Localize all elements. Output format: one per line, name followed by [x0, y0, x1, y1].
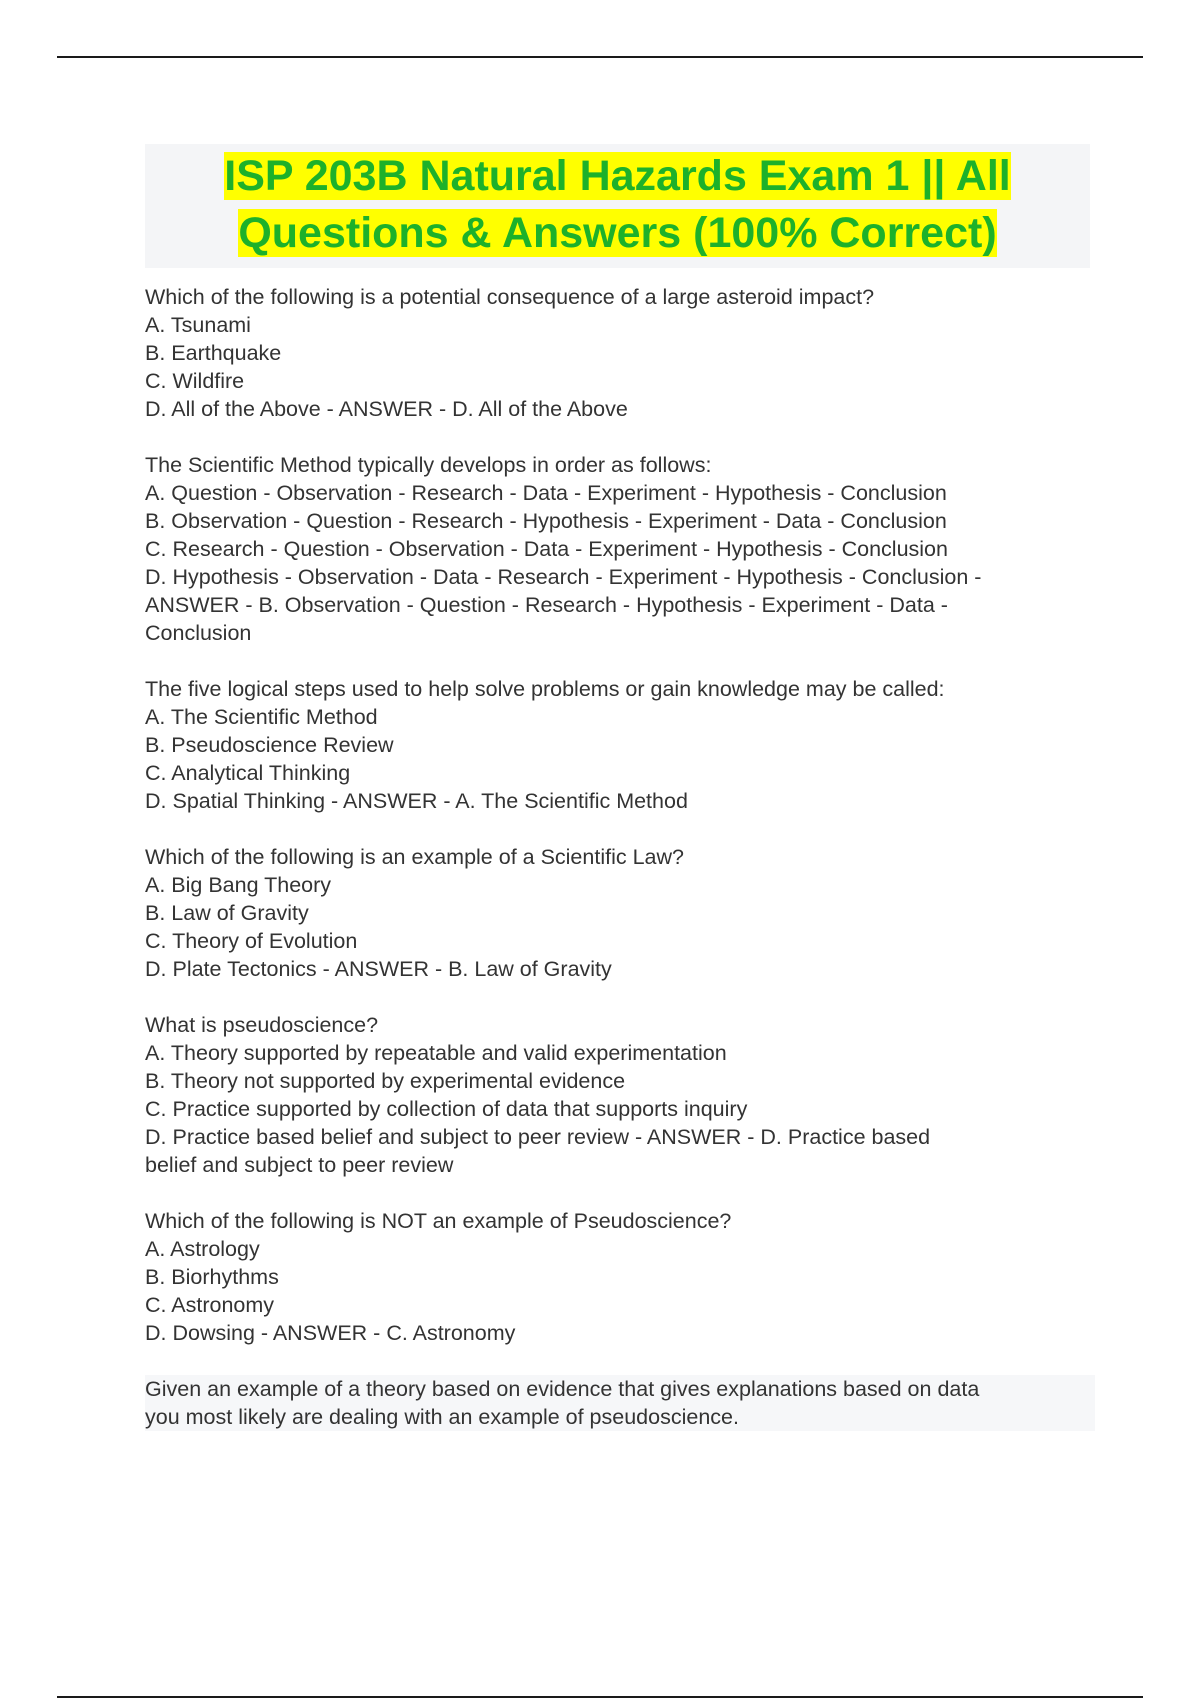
answer-option: B. Theory not supported by experimental evidence	[145, 1069, 626, 1093]
answer-continuation: ANSWER - B. Observation - Question - Research - Hypothesis - Experiment - Data -	[145, 593, 948, 617]
answer-continuation: belief and subject to peer review	[145, 1153, 454, 1177]
answer-option-with-answer: D. Spatial Thinking - ANSWER - A. The Scientific Method	[145, 789, 688, 813]
title-line-1: ISP 203B Natural Hazards Exam 1 || All	[224, 152, 1011, 200]
answer-option: B. Law of Gravity	[145, 901, 309, 925]
answer-option: C. Astronomy	[145, 1293, 275, 1317]
title-line-2: Questions & Answers (100% Correct)	[238, 209, 997, 257]
answer-continuation: Conclusion	[145, 621, 252, 645]
answer-option: A. Astrology	[145, 1237, 260, 1261]
question-block	[145, 675, 1095, 815]
answer-option-with-answer: D. Dowsing - ANSWER - C. Astronomy	[145, 1321, 516, 1345]
answer-option: A. Question - Observation - Research - Data - Experiment - Hypothesis - Conclusion	[145, 481, 947, 505]
answer-option: B. Earthquake	[145, 341, 282, 365]
answer-option: A. Big Bang Theory	[145, 873, 332, 897]
question-block	[145, 843, 1095, 983]
question-block	[145, 1375, 1095, 1431]
answer-option-with-answer: D. Hypothesis - Observation - Data - Research - Experiment - Hypothesis - Conclusion -	[145, 565, 982, 589]
answer-option-with-answer: D. All of the Above - ANSWER - D. All of the Above	[145, 397, 628, 421]
answer-option: C. Theory of Evolution	[145, 929, 358, 953]
answer-option: C. Analytical Thinking	[145, 761, 351, 785]
question-prompt-continuation: you most likely are dealing with an example of pseudoscience.	[145, 1403, 1095, 1431]
answer-option: C. Practice supported by collection of data that supports inquiry	[145, 1097, 748, 1121]
question-prompt: What is pseudoscience?	[145, 1013, 379, 1037]
answer-option: A. Tsunami	[145, 313, 251, 337]
question-block	[145, 1207, 1095, 1347]
question-block	[145, 451, 1095, 647]
answer-option-with-answer: D. Practice based belief and subject to peer review - ANSWER - D. Practice based	[145, 1125, 931, 1149]
answer-option: C. Research - Question - Observation - Data - Experiment - Hypothesis - Conclusion	[145, 537, 948, 561]
answer-option: B. Pseudoscience Review	[145, 733, 394, 757]
answer-option: A. The Scientific Method	[145, 705, 378, 729]
answer-option: B. Observation - Question - Research - Hypothesis - Experiment - Data - Conclusion	[145, 509, 947, 533]
question-block	[145, 283, 1095, 423]
bottom-divider	[57, 1696, 1143, 1698]
question-prompt: Which of the following is a potential consequence of a large asteroid impact?	[145, 285, 875, 309]
question-prompt: The five logical steps used to help solve problems or gain knowledge may be called:	[145, 677, 945, 701]
question-prompt: Given an example of a theory based on evidence that gives explanations based on data	[145, 1375, 1095, 1403]
question-prompt: Which of the following is NOT an example of Pseudoscience?	[145, 1209, 732, 1233]
document-title	[145, 144, 1090, 268]
answer-option: B. Biorhythms	[145, 1265, 279, 1289]
answer-option: A. Theory supported by repeatable and valid experimentation	[145, 1041, 727, 1065]
answer-option-with-answer: D. Plate Tectonics - ANSWER - B. Law of Gravity	[145, 957, 612, 981]
question-list	[145, 283, 1095, 1459]
question-block	[145, 1011, 1095, 1179]
question-prompt: The Scientific Method typically develops in order as follows:	[145, 453, 712, 477]
question-prompt: Which of the following is an example of a Scientific Law?	[145, 845, 684, 869]
answer-option: C. Wildfire	[145, 369, 245, 393]
top-divider	[57, 56, 1143, 58]
